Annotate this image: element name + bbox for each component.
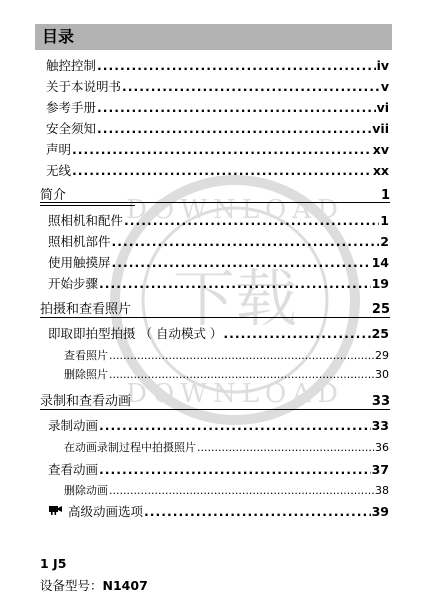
section-divider (40, 317, 390, 318)
toc-entry-label-wrap (48, 502, 143, 520)
toc-entry-label: 照相机和配件 (48, 213, 124, 228)
toc-entry-view-photos[interactable] (64, 347, 389, 363)
device-model-line (40, 576, 148, 594)
toc-entry-touch-controls[interactable] (46, 56, 389, 74)
toc-entry-notices[interactable] (46, 140, 389, 158)
section-page: 33 (371, 394, 390, 409)
toc-entry-about-manual[interactable] (46, 77, 389, 95)
toc-entry-label: 照相机部件 (48, 234, 111, 249)
toc-entry-label: 删除照片 (64, 368, 108, 381)
section-divider (40, 202, 390, 203)
toc-entry-page: vii (372, 121, 389, 136)
device-model-value: N1407 (102, 578, 148, 593)
leader-dots (97, 58, 376, 73)
toc-entry-reference-manual[interactable] (46, 98, 389, 116)
toc-entry-label: 查看照片 (64, 349, 108, 362)
toc-entry-label: 安全须知 (46, 121, 97, 136)
model-line (40, 556, 66, 571)
toc-entry-page: 19 (371, 276, 389, 291)
toc-entry-page: 39 (371, 504, 389, 519)
toc-entry-advanced-movie-options[interactable] (48, 502, 389, 520)
toc-entry-page: v (380, 79, 389, 94)
toc-entry-label: 高级动画选项 (68, 504, 144, 519)
toc-entry-label: 删除动画 (64, 484, 108, 497)
movie-camera-icon (48, 504, 64, 515)
toc-entry-label: 查看动画 (48, 462, 99, 477)
toc-entry-page: 29 (375, 349, 389, 362)
leader-dots (197, 441, 374, 454)
leader-dots (112, 255, 371, 270)
toc-entry-page: 25 (371, 326, 389, 341)
leader-dots (144, 504, 371, 519)
leader-dots (109, 484, 374, 497)
toc-entry-page: iv (376, 58, 389, 73)
section-divider (40, 409, 390, 410)
leader-dots (109, 349, 374, 362)
toc-entry-page: 33 (371, 418, 389, 433)
leader-dots (223, 326, 370, 341)
toc-entry-touchscreen[interactable] (48, 253, 389, 271)
leader-dots (122, 79, 380, 94)
toc-entry-label: 声明 (46, 142, 72, 157)
leader-dots (124, 213, 379, 228)
leader-dots (72, 142, 372, 157)
toc-entry-delete-photos[interactable] (64, 366, 389, 382)
toc-entry-page: 30 (375, 368, 389, 381)
watermark-top-text: DOWNLOAD (126, 195, 344, 225)
toc-entry-page: 1 (380, 213, 389, 228)
toc-entry-label: 关于本说明书 (46, 79, 122, 94)
model-name: 1 J5 (40, 556, 67, 571)
section-page: 1 (380, 188, 390, 203)
toc-entry-page: vi (376, 100, 389, 115)
toc-entry-label: 开始步骤 (48, 276, 99, 291)
toc-entry-label: 即取即拍型拍摄 （ 自动模式 ） (48, 326, 223, 341)
toc-entry-page: 14 (371, 255, 389, 270)
section-subdivider (40, 205, 135, 206)
leader-dots (99, 462, 371, 477)
toc-entry-first-steps[interactable] (48, 274, 389, 292)
toc-entry-safety[interactable] (46, 119, 389, 137)
toc-entry-label: 在动画录制过程中拍摄照片 (64, 441, 196, 454)
toc-entry-delete-movies[interactable] (64, 482, 389, 498)
section-page: 25 (371, 302, 390, 317)
toc-entry-page: 36 (375, 441, 389, 454)
toc-entry-label: 参考手册 (46, 100, 97, 115)
leader-dots (97, 121, 371, 136)
toc-entry-page: xv (372, 142, 389, 157)
toc-entry-view-movies[interactable] (48, 460, 389, 478)
leader-dots (109, 368, 374, 381)
toc-entry-page: 2 (380, 234, 389, 249)
toc-section-photos[interactable] (40, 298, 390, 319)
toc-entry-point-and-shoot[interactable] (48, 324, 389, 342)
section-title: 录制和查看动画 (40, 394, 132, 409)
section-title: 简介 (40, 188, 67, 203)
leader-dots (72, 163, 372, 178)
toc-title: 目录 (42, 27, 75, 46)
toc-entry-label: 触控控制 (46, 58, 97, 73)
toc-entry-photos-during-recording[interactable] (64, 439, 389, 455)
section-title: 拍摄和查看照片 (40, 302, 132, 317)
toc-section-movies[interactable] (40, 390, 390, 411)
toc-entry-label: 录制动画 (48, 418, 99, 433)
toc-entry-page: 38 (375, 484, 389, 497)
watermark-bottom-text: DOWNLOAD (126, 379, 344, 409)
device-model-label: 设备型号： (40, 578, 103, 593)
leader-dots (97, 100, 376, 115)
watermark-center-text: 下载 (172, 262, 298, 335)
toc-entry-page: 37 (371, 462, 389, 477)
leader-dots (99, 418, 371, 433)
toc-header (35, 24, 392, 50)
toc-entry-page: xx (372, 163, 389, 178)
toc-entry-label: 无线 (46, 163, 72, 178)
leader-dots (112, 234, 380, 249)
toc-entry-wireless[interactable] (46, 161, 389, 179)
toc-entry-camera-parts[interactable] (48, 232, 389, 250)
toc-entry-camera-accessories[interactable] (48, 211, 389, 229)
toc-entry-record-movies[interactable] (48, 416, 389, 434)
leader-dots (99, 276, 371, 291)
toc-entry-label: 使用触摸屏 (48, 255, 111, 270)
